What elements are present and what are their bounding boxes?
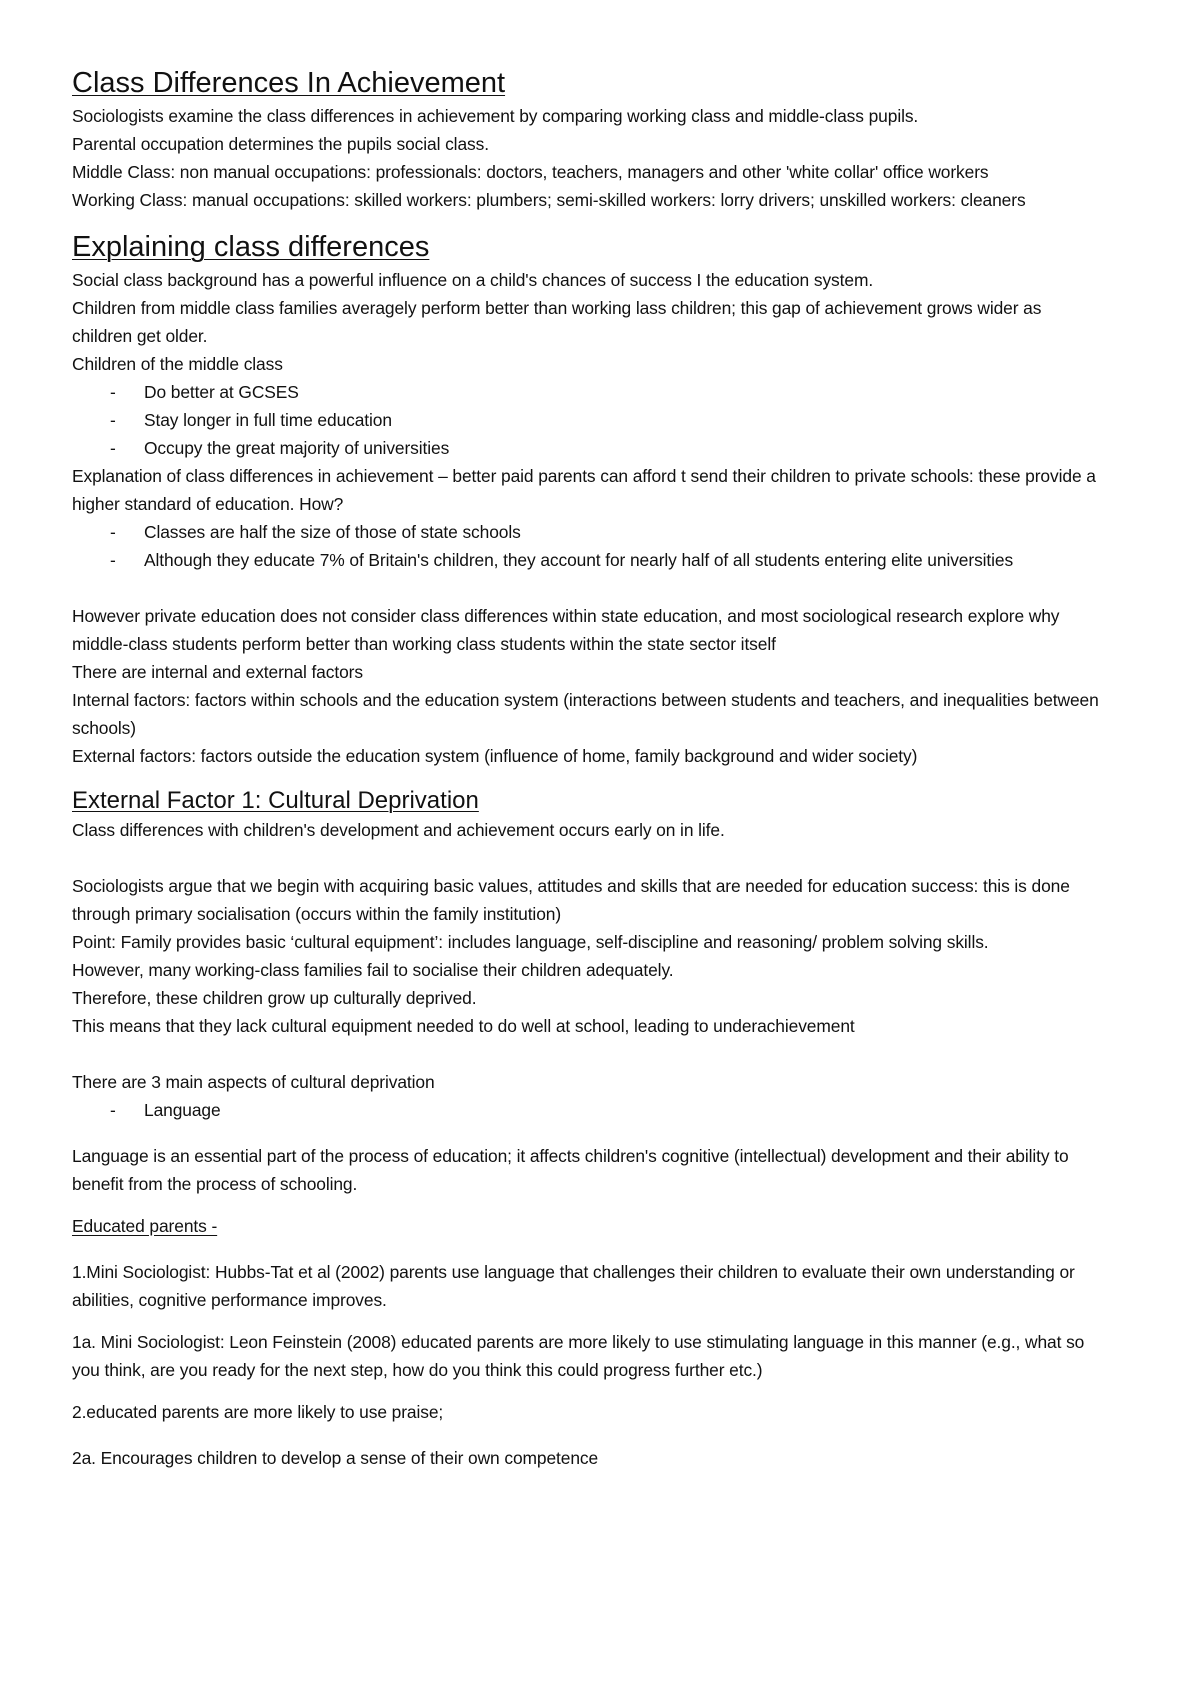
paragraph: External factors: factors outside the education system (influence of home, family background and wider society) <box>72 746 918 766</box>
dash-list <box>72 518 1100 574</box>
paragraph: Working Class: manual occupations: skilled workers: plumbers; semi-skilled workers: lorry drivers; unskilled workers: cleaners <box>72 190 1026 210</box>
dash-bullet: - <box>110 382 116 402</box>
dash-bullet: - <box>110 438 116 458</box>
list-item: - Occupy the great majority of universities <box>72 434 1100 462</box>
dash-bullet: - <box>110 550 116 570</box>
heading-class-differences: Class Differences In Achievement <box>72 67 506 99</box>
dash-bullet: - <box>110 1100 116 1120</box>
heading-external-factor-1: External Factor 1: Cultural Deprivation <box>72 787 479 814</box>
list-item: - Language <box>72 1096 1100 1124</box>
paragraph: Children from middle class families averagely perform better than working lass children; this gap of achievement grows wider as children get older. <box>72 298 1042 346</box>
paragraph: There are internal and external factors <box>72 662 363 682</box>
paragraph: Language is an essential part of the process of education; it affects children's cognitive (intellectual) development and their ability to benefit from the process of schooling. <box>72 1146 1069 1194</box>
paragraph: Sociologists argue that we begin with acquiring basic values, attitudes and skills that are needed for education success: this is done through primary socialisation (occurs within the family institution) <box>72 876 1070 924</box>
paragraph: Sociologists examine the class differences in achievement by comparing working class and middle-class pupils. <box>72 106 919 126</box>
paragraph: Children of the middle class <box>72 354 283 374</box>
paragraph: This means that they lack cultural equipment needed to do well at school, leading to underachievement <box>72 1016 855 1036</box>
list-item: - Stay longer in full time education <box>72 406 1100 434</box>
paragraph: Therefore, these children grow up culturally deprived. <box>72 988 477 1008</box>
list-item: - Classes are half the size of those of state schools <box>72 518 1100 546</box>
dash-bullet: - <box>110 410 116 430</box>
subheading-educated-parents: Educated parents - <box>72 1216 218 1236</box>
paragraph: Parental occupation determines the pupils social class. <box>72 134 489 154</box>
paragraph: Class differences with children's development and achievement occurs early on in life. <box>72 820 725 840</box>
paragraph: 2a. Encourages children to develop a sense of their own competence <box>72 1448 599 1468</box>
heading-explaining-class-differences: Explaining class differences <box>72 231 430 263</box>
list-item: - Although they educate 7% of Britain's children, they account for nearly half of all students entering elite universities <box>72 546 1100 574</box>
dash-bullet: - <box>110 522 116 542</box>
paragraph: However, many working-class families fail to socialise their children adequately. <box>72 960 674 980</box>
paragraph: 1.Mini Sociologist: Hubbs-Tat et al (2002) parents use language that challenges their children to evaluate their own understanding or abilities, cognitive performance improves. <box>72 1262 1075 1310</box>
paragraph: Point: Family provides basic ‘cultural equipment’: includes language, self-discipline and reasoning/ problem solving skills. <box>72 932 989 952</box>
paragraph: There are 3 main aspects of cultural deprivation <box>72 1072 435 1092</box>
list-item: - Do better at GCSES <box>72 378 1100 406</box>
paragraph: However private education does not consider class differences within state education, and most sociological research explore why middle-class students perform better than working class students within the state sector itself <box>72 606 1060 654</box>
paragraph: Internal factors: factors within schools and the education system (interactions between students and teachers, and inequalities between schools) <box>72 690 1099 738</box>
paragraph: Middle Class: non manual occupations: professionals: doctors, teachers, managers and other 'white collar' office workers <box>72 162 989 182</box>
paragraph: 1a. Mini Sociologist: Leon Feinstein (2008) educated parents are more likely to use stimulating language in this manner (e.g., what so you think, are you ready for the next step, how do you think this could progress further etc.) <box>72 1332 1085 1380</box>
paragraph: Explanation of class differences in achievement – better paid parents can afford t send their children to private schools: these provide a higher standard of education. How? <box>72 466 1096 514</box>
paragraph: 2.educated parents are more likely to use praise; <box>72 1402 444 1422</box>
dash-list <box>72 1096 1100 1124</box>
dash-list <box>72 378 1100 462</box>
paragraph: Social class background has a powerful influence on a child's chances of success I the education system. <box>72 270 874 290</box>
